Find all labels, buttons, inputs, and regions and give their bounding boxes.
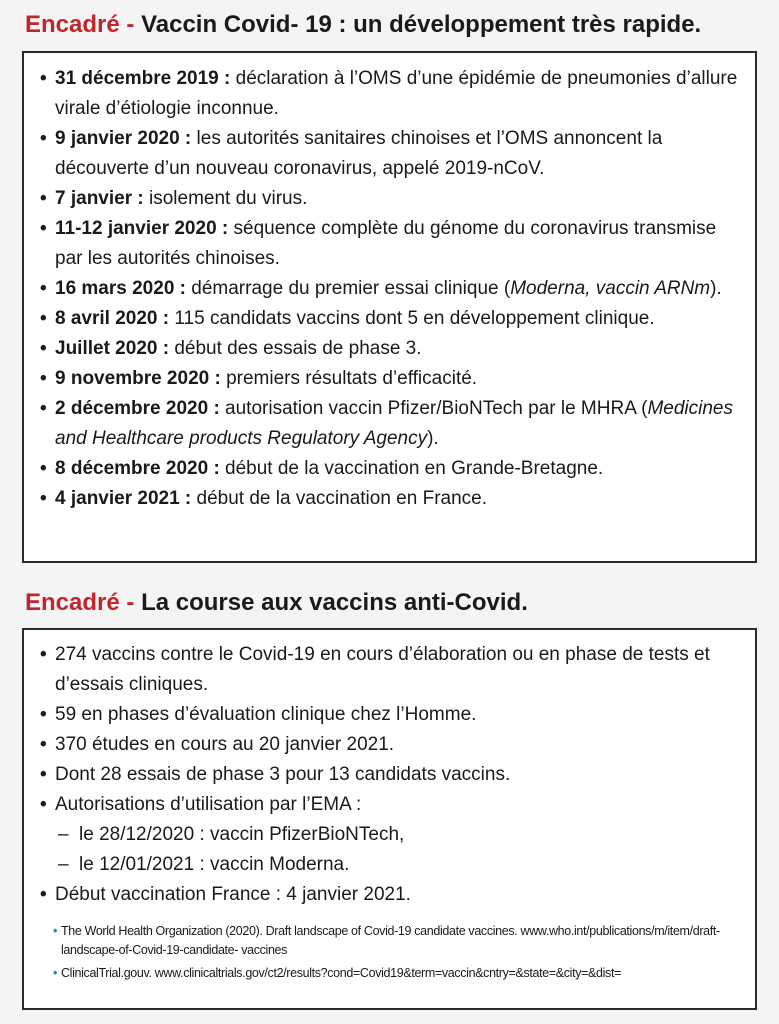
sub-item: [34, 850, 745, 880]
vaccine-facts-list: [34, 640, 745, 820]
timeline-after: ).: [427, 428, 439, 449]
box2-tag: Encadré: [25, 589, 120, 616]
fact-text: 59 en phases d’évaluation clinique chez l’Homme.: [55, 704, 477, 725]
timeline-item: [34, 454, 745, 484]
reference-text: The World Health Organization (2020). Draft landscape of Covid-19 candidate vaccines. www.who.int/publications/m/item/draft-landscape-of-Covid-19-candidate- vaccines: [61, 924, 720, 957]
fact-text: Dont 28 essais de phase 3 pour 13 candidats vaccins.: [55, 764, 511, 785]
references: [34, 922, 745, 983]
timeline-text: les autorités sanitaires chinoises et l’OMS annoncent la découverte d’un nouveau coronavirus, appelé 2019-nCoV.: [55, 128, 663, 179]
box1-heading: Vaccin Covid- 19 : un développement très rapide.: [141, 11, 702, 38]
bullet: •: [40, 734, 47, 755]
timeline-date: 16 mars 2020 :: [55, 278, 186, 299]
sub-text: le 12/01/2021 : vaccin Moderna.: [79, 854, 350, 875]
fact-item: [34, 730, 745, 760]
timeline-item: [34, 394, 745, 454]
bullet: •: [40, 398, 47, 419]
box1-frame: [22, 51, 757, 563]
timeline-item: [34, 124, 745, 184]
fact-item: [34, 640, 745, 700]
sub-dash: –: [58, 854, 69, 875]
box1-title: [25, 11, 701, 39]
fact-text: 274 vaccins contre le Covid-19 en cours d’élaboration ou en phase de tests et d’essais cliniques.: [55, 644, 710, 695]
box2-frame: [22, 628, 757, 1010]
box1-dash: -: [126, 11, 135, 38]
vaccine-facts-list-end: [34, 880, 745, 910]
box2-title: [25, 589, 528, 617]
timeline-date: 9 janvier 2020 :: [55, 128, 192, 149]
bullet: •: [40, 704, 47, 725]
timeline-after: ).: [710, 278, 722, 299]
timeline-item: [34, 274, 745, 304]
reference-dot: •: [53, 966, 58, 980]
timeline-date: 31 décembre 2019 :: [55, 68, 231, 89]
box1-tag: Encadré: [25, 11, 120, 38]
timeline-date: 7 janvier :: [55, 188, 144, 209]
timeline-date: 8 avril 2020 :: [55, 308, 170, 329]
timeline-list: [34, 64, 745, 514]
sub-item: [34, 820, 745, 850]
reference-item: [53, 922, 739, 960]
timeline-text: 115 candidats vaccins dont 5 en développement clinique.: [169, 308, 655, 329]
bullet: •: [40, 338, 47, 359]
reference-item: [53, 964, 739, 983]
timeline-item: [34, 64, 745, 124]
timeline-text: début des essais de phase 3.: [169, 338, 422, 359]
bullet: •: [40, 764, 47, 785]
fact-text: Début vaccination France : 4 janvier 2021.: [55, 884, 411, 905]
timeline-item: [34, 334, 745, 364]
bullet: •: [40, 68, 47, 89]
timeline-italic: Medicines and Healthcare products Regulatory Agency: [55, 398, 733, 449]
bullet: •: [40, 278, 47, 299]
bullet: •: [40, 128, 47, 149]
timeline-date: 2 décembre 2020 :: [55, 398, 220, 419]
timeline-text: déclaration à l’OMS d’une épidémie de pneumonies d’allure virale d’étiologie inconnue.: [55, 68, 738, 119]
fact-item: [34, 700, 745, 730]
timeline-text: premiers résultats d’efficacité.: [220, 368, 478, 389]
fact-text: Autorisations d’utilisation par l’EMA :: [55, 794, 362, 815]
timeline-item: [34, 184, 745, 214]
authorisations-sublist: [34, 820, 745, 880]
bullet: •: [40, 488, 47, 509]
timeline-item: [34, 484, 745, 514]
bullet: •: [40, 188, 47, 209]
bullet: •: [40, 218, 47, 239]
bullet: •: [40, 308, 47, 329]
bullet: •: [40, 884, 47, 905]
timeline-italic: Moderna, vaccin ARNm: [510, 278, 711, 299]
fact-item: [34, 790, 745, 820]
timeline-date: 9 novembre 2020 :: [55, 368, 221, 389]
timeline-item: [34, 304, 745, 334]
box2-heading: La course aux vaccins anti-Covid.: [141, 589, 528, 616]
fact-item: [34, 760, 745, 790]
bullet: •: [40, 458, 47, 479]
timeline-text: démarrage du premier essai clinique (: [186, 278, 511, 299]
bullet: •: [40, 368, 47, 389]
box2-dash: -: [126, 589, 135, 616]
sub-text: le 28/12/2020 : vaccin PfizerBioNTech,: [79, 824, 405, 845]
timeline-text: séquence complète du génome du coronavirus transmise par les autorités chinoises.: [55, 218, 717, 269]
bullet: •: [40, 644, 47, 665]
sub-dash: –: [58, 824, 69, 845]
timeline-item: [34, 364, 745, 394]
timeline-text: autorisation vaccin Pfizer/BioNTech par le MHRA (: [219, 398, 648, 419]
timeline-text: début de la vaccination en Grande-Bretagne.: [219, 458, 604, 479]
timeline-text: isolement du virus.: [143, 188, 308, 209]
timeline-date: 4 janvier 2021 :: [55, 488, 192, 509]
bullet: •: [40, 794, 47, 815]
reference-dot: •: [53, 924, 58, 938]
timeline-date: 11-12 janvier 2020 :: [55, 218, 229, 239]
reference-text: ClinicalTrial.gouv. www.clinicaltrials.gov/ct2/results?cond=Covid19&term=vaccin&cntry=&state=&city=&dist=: [61, 966, 622, 980]
timeline-text: début de la vaccination en France.: [191, 488, 488, 509]
fact-text: 370 études en cours au 20 janvier 2021.: [55, 734, 395, 755]
fact-item: [34, 880, 745, 910]
timeline-date: Juillet 2020 :: [55, 338, 170, 359]
timeline-item: [34, 214, 745, 274]
timeline-date: 8 décembre 2020 :: [55, 458, 220, 479]
